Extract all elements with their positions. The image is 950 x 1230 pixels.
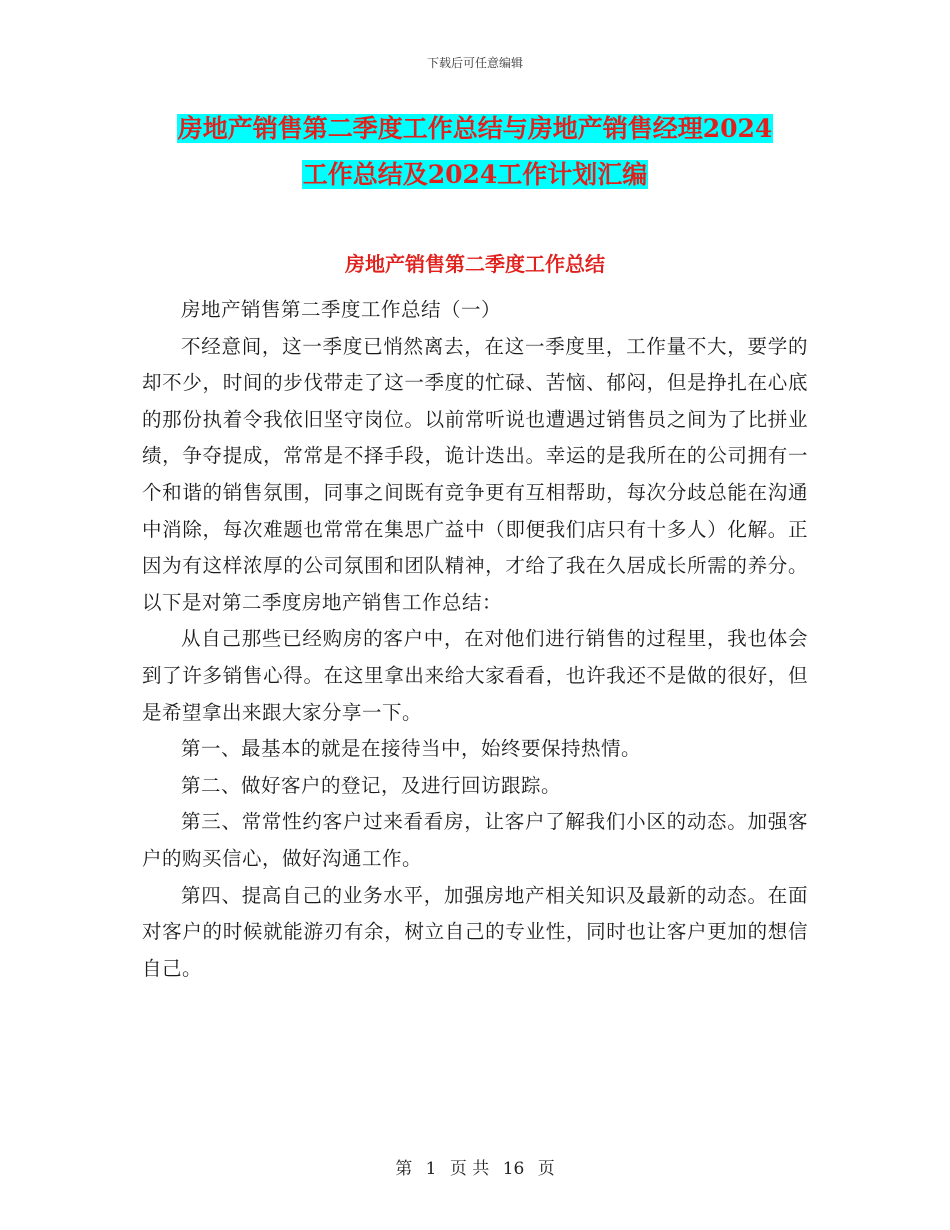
paragraph-point-1: 第一、最基本的就是在接待当中，始终要保持热情。 [181, 737, 642, 761]
document-title-line-1 [140, 114, 810, 144]
footer-total-pages: 16 [502, 1159, 525, 1179]
document-title-line-1-text: 房地产销售第二季度工作总结与房地产销售经理2024 [177, 114, 773, 143]
document-title-line-2-text: 工作总结及2024工作计划汇编 [302, 160, 648, 189]
section-heading: 房地产销售第二季度工作总结 [345, 252, 605, 276]
paragraph-point-4: 第四、提高自己的业务水平，加强房地产相关知识及最新的动态。在面对客户的时候就能游刃有余，树立自己的专业性，同时也让客户更加的想信自己。 [142, 883, 808, 980]
paragraph-point-3: 第三、常常性约客户过来看看房，让客户了解我们小区的动态。加强客户的购买信心，做好沟通工作。 [142, 810, 808, 870]
paragraph: 不经意间，这一季度已悄然离去，在这一季度里，工作量不大，要学的却不少，时间的步伐带走了这一季度的忙碌、苦恼、郁闷，但是挣扎在心底的那份执着令我依旧坚守岗位。以前常听说也遭遇过销售员之间为了比拼业绩，争夺提成，常常是不择手段，诡计迭出。幸运的是我所在的公司拥有一个和谐的销售氛围，同事之间既有竞争更有互相帮助，每次分歧总能在沟通中消除，每次难题也常常在集思广益中（即便我们店只有十多人）化解。正因为有这样浓厚的公司氛围和团队精神，才给了我在久居成长所需的养分。以下是对第二季度房地产销售工作总结： [142, 334, 808, 614]
paragraph-point-2: 第二、做好客户的登记，及进行回访跟踪。 [181, 773, 562, 797]
paragraph-subtitle: 房地产销售第二季度工作总结（一） [181, 298, 502, 321]
document-title-line-2 [140, 160, 810, 190]
paragraph: 从自己那些已经购房的客户中，在对他们进行销售的过程里，我也体会到了许多销售心得。在这里拿出来给大家看看，也许我还不是做的很好，但是希望拿出来跟大家分享一下。 [142, 627, 808, 724]
footer-page-number: 1 [425, 1159, 437, 1179]
page-header-note: 下载后可任意编辑 [426, 56, 523, 70]
footer-suffix: 页 [537, 1159, 555, 1179]
footer-prefix: 第 [395, 1159, 413, 1179]
document-body [142, 292, 808, 987]
footer-middle: 页 共 [449, 1159, 490, 1179]
page-footer [0, 1154, 950, 1179]
